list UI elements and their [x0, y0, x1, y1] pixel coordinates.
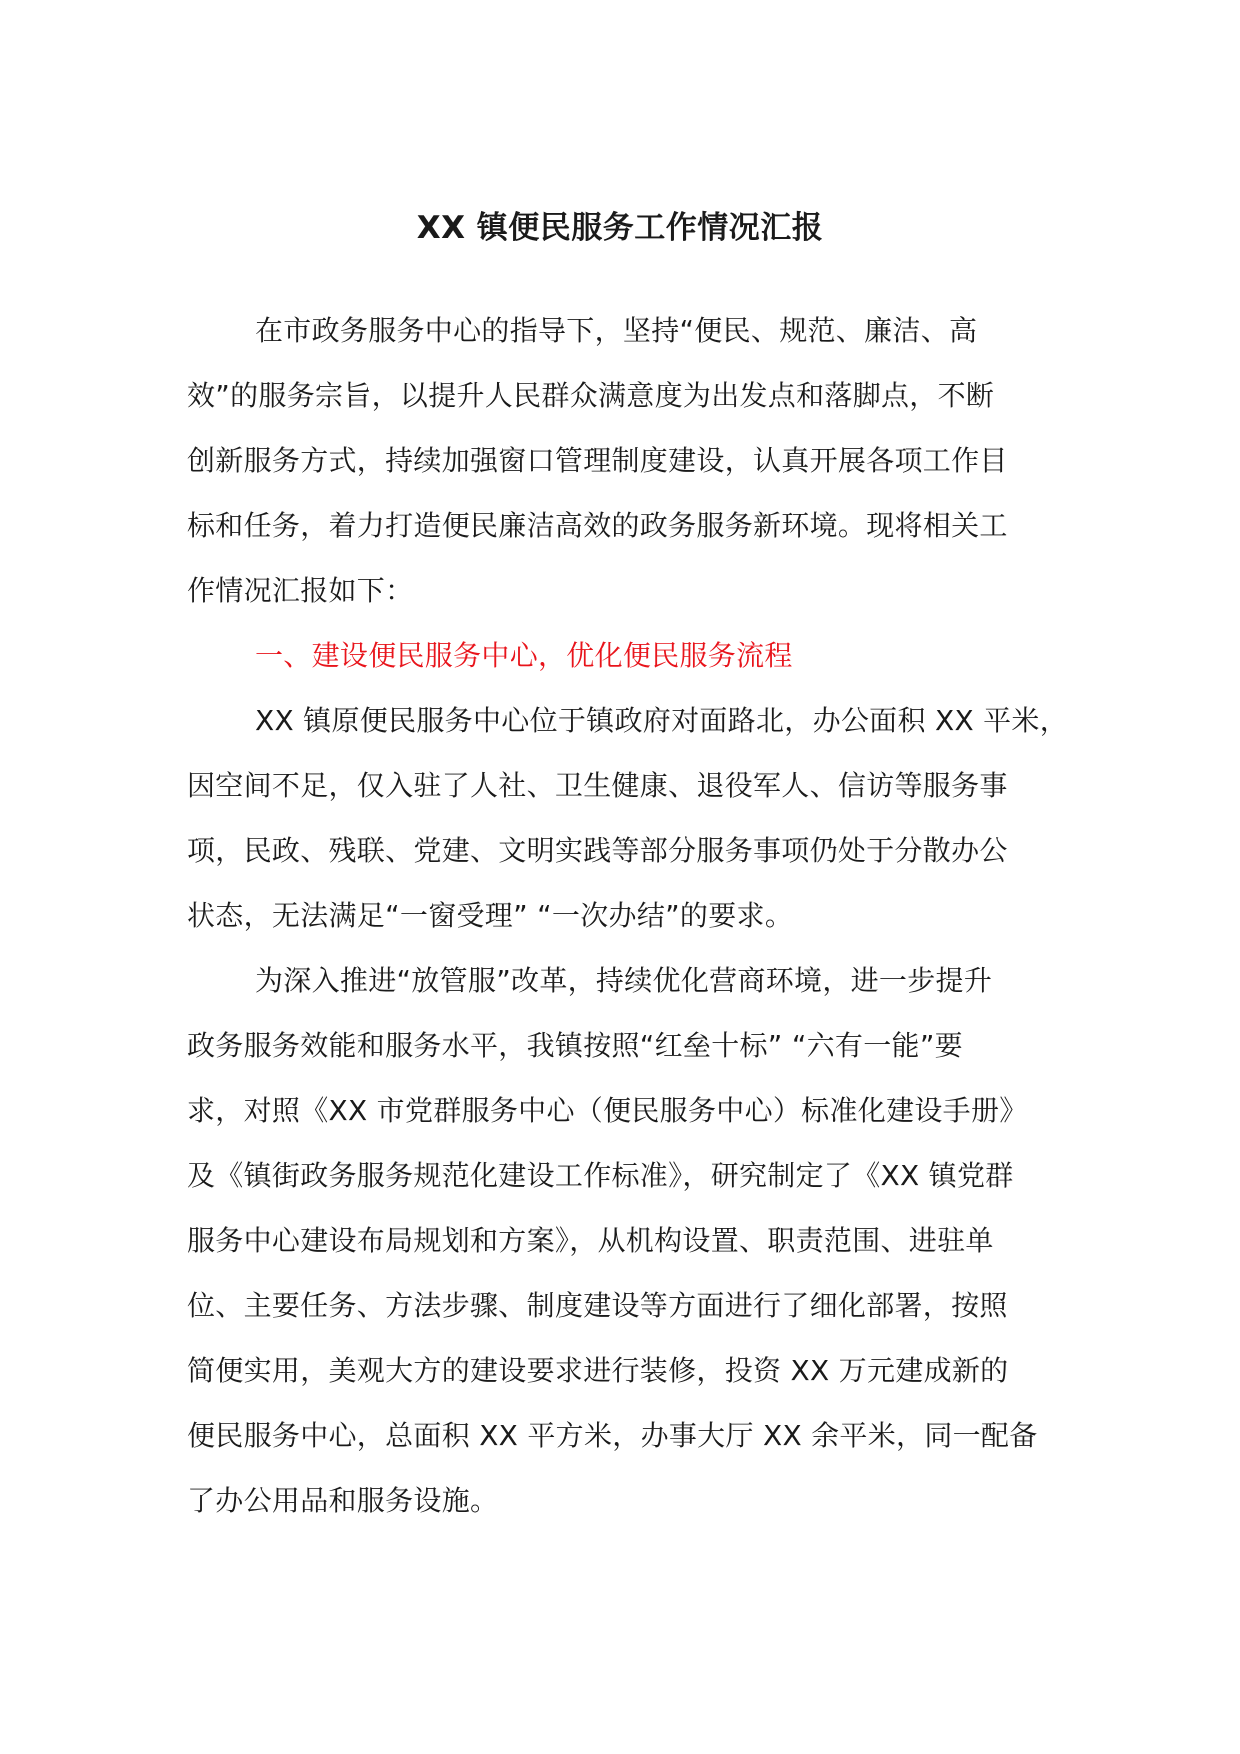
paragraph-line: 便民服务中心，总面积 XX 平方米，办事大厅 XX 余平米，同一配备 [187, 1419, 1038, 1452]
paragraph-line: 了办公用品和服务设施。 [187, 1484, 499, 1517]
paragraph-line: 为深入推进“放管服”改革，持续优化营商环境，进一步提升 [255, 964, 993, 997]
paragraph-line: XX 镇原便民服务中心位于镇政府对面路北，办公面积 XX 平米， [255, 704, 1069, 737]
paragraph-line: 求，对照《XX 市党群服务中心（便民服务中心）标准化建设手册》 [187, 1094, 1028, 1127]
paragraph-line: 效”的服务宗旨，以提升人民群众满意度为出发点和落脚点，不断 [187, 379, 995, 412]
paragraph-line: 状态，无法满足“一窗受理” “一次办结”的要求。 [187, 899, 794, 932]
paragraph-line: 作情况汇报如下： [187, 574, 414, 607]
paragraph-line: 创新服务方式，持续加强窗口管理制度建设，认真开展各项工作目 [187, 444, 1008, 477]
paragraph-line: 及《镇街政务服务规范化建设工作标准》，研究制定了《XX 镇党群 [187, 1159, 1014, 1192]
paragraph-line: 在市政务服务中心的指导下，坚持“便民、规范、廉洁、高 [255, 314, 978, 347]
paragraph-line: 因空间不足，仅入驻了人社、卫生健康、退役军人、信访等服务事 [187, 769, 1008, 802]
paragraph-line: 政务服务效能和服务水平，我镇按照“红垒十标” “六有一能”要 [187, 1029, 963, 1062]
paragraph-line: 服务中心建设布局规划和方案》，从机构设置、职责范围、进驻单 [187, 1224, 994, 1257]
document-body [187, 298, 1077, 1533]
paragraph-line: 简便实用，美观大方的建设要求进行装修，投资 XX 万元建成新的 [187, 1354, 1009, 1387]
section-heading: 一、建设便民服务中心，优化便民服务流程 [255, 639, 793, 672]
paragraph-line: 标和任务，着力打造便民廉洁高效的政务服务新环境。现将相关工 [187, 509, 1008, 542]
document-title: XX 镇便民服务工作情况汇报 [416, 210, 824, 246]
paragraph-line: 项，民政、残联、党建、文明实践等部分服务事项仍处于分散办公 [187, 834, 1008, 867]
paragraph-line: 位、主要任务、方法步骤、制度建设等方面进行了细化部署，按照 [187, 1289, 1008, 1322]
